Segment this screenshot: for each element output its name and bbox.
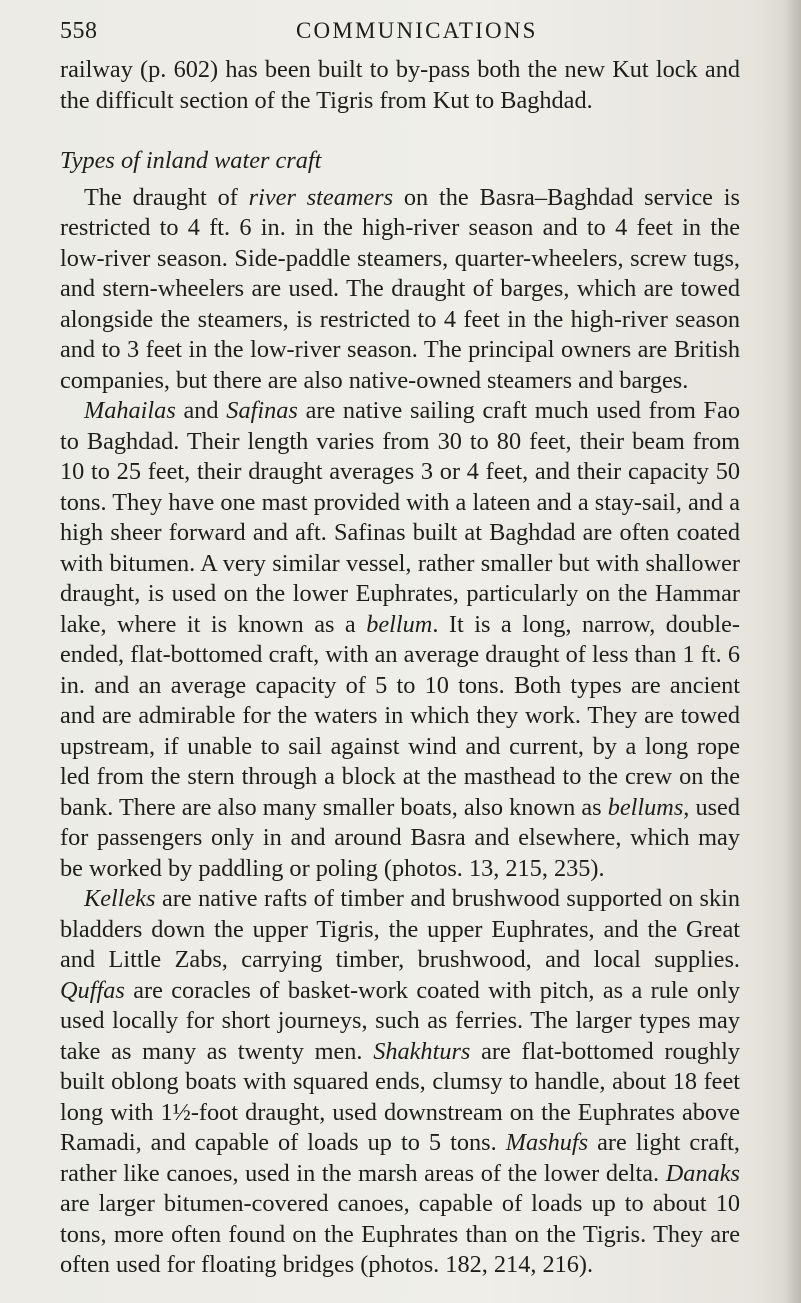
italic-term: Shakhturs — [373, 1037, 471, 1065]
paragraph-river-steamers — [60, 183, 740, 397]
paragraph-mahailas — [60, 396, 740, 884]
italic-term: Quffas — [60, 976, 125, 1004]
text-run: , used for passengers only in and around Basra and elsewhere, which may be worked by paddling or poling (photos. 13, 215, 235). — [60, 793, 740, 882]
paragraph-kelleks — [60, 884, 740, 1281]
italic-term: Safinas — [226, 397, 298, 424]
paragraph-continuation: railway (p. 602) has been built to by-pass both the new Kut lock and the difficult section of the Tigris from Kut to Baghdad. — [60, 56, 740, 114]
italic-term: Mahailas — [84, 397, 176, 424]
text-run: are native sailing craft much used from Fao to Baghdad. Their length varies from 30 to 80 feet, their beam from 10 to 25 feet, their draught averages 3 or 4 feet, and their capacity 50 tons. They have one mast provided with a lateen and a stay-sail, and a high sheer forward and aft. Safinas built at Baghdad are often coated with bitumen. A very similar vessel, rather smaller but with shallower draught, is used on the lower Euphrates, particularly on the Hammar lake, where it is known as a — [60, 397, 740, 638]
running-head: COMMUNICATIONS — [296, 18, 538, 43]
text-run: are larger bitumen-covered canoes, capable of loads up to about 10 tons, more often found on the Euphrates than on the Tigris. They are often used for floating bridges (photos. 182, 214, 216). — [60, 1190, 740, 1278]
text-run: and — [175, 397, 227, 424]
italic-term: bellum — [366, 610, 433, 638]
text-run: are light craft, rather like canoes, used in the marsh areas of the lower delta. — [60, 1129, 740, 1187]
body-text — [60, 55, 740, 1281]
italic-term: bellums — [607, 793, 684, 821]
text-run: are flat-bottomed roughly built oblong boats with squared ends, clumsy to handle, about 18 feet long with 1½-foot draught, used downstream on the Euphrates above Ramadi, and capable of loads up to 5 tons. — [60, 1037, 740, 1156]
page-number: 558 — [60, 18, 98, 44]
text-run: on the Basra–Baghdad service is restricted to 4 ft. 6 in. in the high-river season and to 4 feet in the low-river season. Side-paddle steamers, quarter-wheelers, screw tugs, and stern-wheelers are used. The draught of barges, which are towed alongside the steamers, is restricted to 4 feet in the high-river season and to 3 feet in the low-river season. The principal owners are British companies, but there are also native-owned steamers and barges. — [60, 183, 740, 394]
text-run: . It is a long, narrow, double-ended, flat-bottomed craft, with an average draught of less than 1 ft. 6 in. and an average capacity of 5 to 10 tons. Both types are ancient and are admirable for the waters in which they work. They are towed upstream, if unable to sail against wind and current, by a long rope led from the stern through a block at the masthead to the crew on the bank. There are also many smaller boats, also known as — [60, 610, 740, 821]
page-header — [60, 18, 738, 54]
text-run: are native rafts of timber and brushwood supported on skin bladders down the upper Tigris, the upper Euphrates, and the Great and Little Zabs, carrying timber, brushwood, and local supplies. — [60, 885, 740, 973]
text-run: The draught of — [84, 183, 249, 211]
page-edge-shadow — [783, 0, 801, 1303]
italic-term: Mashufs — [505, 1129, 589, 1156]
text-run: are coracles of basket-work coated with pitch, as a rule only used locally for short journeys, such as ferries. The larger types may take as many as twenty men. — [60, 976, 740, 1065]
section-heading: Types of inland water craft — [60, 147, 322, 174]
italic-term: Kelleks — [84, 885, 156, 912]
italic-term: Danaks — [665, 1159, 740, 1187]
italic-term: river steamers — [248, 183, 394, 211]
